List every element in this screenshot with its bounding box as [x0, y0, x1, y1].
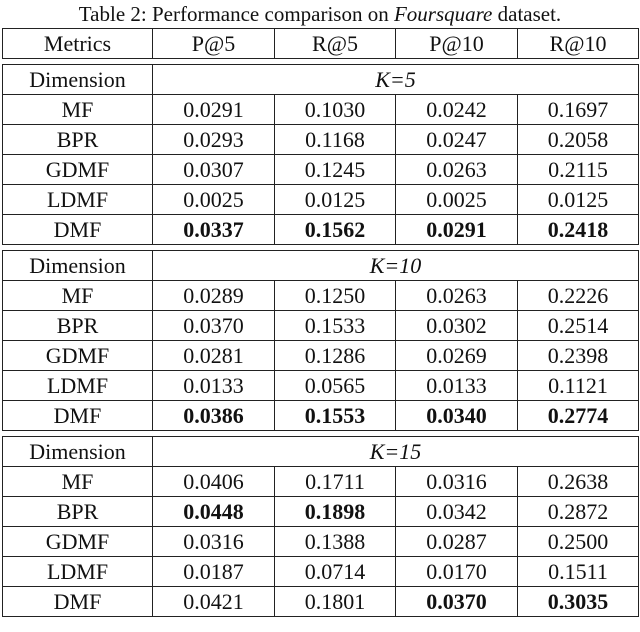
value-cell: 0.0269	[396, 341, 518, 371]
table-row	[3, 401, 639, 431]
group-header-row	[3, 65, 639, 95]
value-cell: 0.0406	[153, 467, 275, 497]
caption-prefix: Table 2: Performance comparison on	[78, 2, 394, 26]
value-cell: 0.0289	[153, 281, 275, 311]
method-cell: MF	[3, 467, 153, 497]
method-cell: LDMF	[3, 185, 153, 215]
value-cell: 0.0316	[396, 467, 518, 497]
method-cell: DMF	[3, 215, 153, 245]
header-cell-p5: P@5	[153, 29, 275, 59]
table-row	[3, 527, 639, 557]
value-cell: 0.2398	[518, 341, 639, 371]
value-cell: 0.1511	[518, 557, 639, 587]
value-cell: 0.0263	[396, 281, 518, 311]
caption-suffix: dataset.	[492, 2, 562, 26]
value-cell: 0.0293	[153, 125, 275, 155]
value-cell: 0.0448	[153, 497, 275, 527]
value-cell: 0.0170	[396, 557, 518, 587]
method-cell: GDMF	[3, 341, 153, 371]
value-cell: 0.0291	[396, 215, 518, 245]
value-cell: 0.0342	[396, 497, 518, 527]
value-cell: 0.0025	[153, 185, 275, 215]
table-row	[3, 185, 639, 215]
value-cell: 0.2872	[518, 497, 639, 527]
group-header-row	[3, 437, 639, 467]
value-cell: 0.0287	[396, 527, 518, 557]
k-label: K=10	[153, 251, 639, 281]
table-row	[3, 371, 639, 401]
header-row	[3, 29, 639, 59]
value-cell: 0.1286	[275, 341, 396, 371]
value-cell: 0.2115	[518, 155, 639, 185]
value-cell: 0.1898	[275, 497, 396, 527]
value-cell: 0.0242	[396, 95, 518, 125]
value-cell: 0.2774	[518, 401, 639, 431]
caption-dataset: Foursquare	[393, 2, 493, 26]
value-cell: 0.2500	[518, 527, 639, 557]
value-cell: 0.0337	[153, 215, 275, 245]
value-cell: 0.0316	[153, 527, 275, 557]
value-cell: 0.1121	[518, 371, 639, 401]
value-cell: 0.0133	[396, 371, 518, 401]
table-row	[3, 497, 639, 527]
value-cell: 0.0714	[275, 557, 396, 587]
value-cell: 0.2638	[518, 467, 639, 497]
header-cell-r5: R@5	[275, 29, 396, 59]
value-cell: 0.1697	[518, 95, 639, 125]
k-label: K=5	[153, 65, 639, 95]
value-cell: 0.1245	[275, 155, 396, 185]
value-cell: 0.0281	[153, 341, 275, 371]
value-cell: 0.2514	[518, 311, 639, 341]
value-cell: 0.0386	[153, 401, 275, 431]
k-label: K=15	[153, 437, 639, 467]
header-cell-metrics: Metrics	[3, 29, 153, 59]
table-row	[3, 215, 639, 245]
value-cell: 0.0307	[153, 155, 275, 185]
performance-table	[2, 28, 639, 617]
table-row	[3, 155, 639, 185]
table-row	[3, 341, 639, 371]
value-cell: 0.0125	[275, 185, 396, 215]
value-cell: 0.2058	[518, 125, 639, 155]
table-row	[3, 95, 639, 125]
value-cell: 0.1801	[275, 587, 396, 617]
value-cell: 0.0247	[396, 125, 518, 155]
value-cell: 0.0125	[518, 185, 639, 215]
value-cell: 0.0565	[275, 371, 396, 401]
value-cell: 0.3035	[518, 587, 639, 617]
table-row	[3, 557, 639, 587]
method-cell: BPR	[3, 125, 153, 155]
value-cell: 0.0263	[396, 155, 518, 185]
value-cell: 0.2226	[518, 281, 639, 311]
table-row	[3, 281, 639, 311]
value-cell: 0.0133	[153, 371, 275, 401]
method-cell: GDMF	[3, 527, 153, 557]
value-cell: 0.0187	[153, 557, 275, 587]
table-row	[3, 587, 639, 617]
method-cell: MF	[3, 281, 153, 311]
dimension-label: Dimension	[3, 65, 153, 95]
value-cell: 0.0340	[396, 401, 518, 431]
method-cell: BPR	[3, 311, 153, 341]
method-cell: LDMF	[3, 557, 153, 587]
dimension-label: Dimension	[3, 251, 153, 281]
method-cell: DMF	[3, 587, 153, 617]
value-cell: 0.1562	[275, 215, 396, 245]
value-cell: 0.0302	[396, 311, 518, 341]
value-cell: 0.0370	[396, 587, 518, 617]
method-cell: BPR	[3, 497, 153, 527]
value-cell: 0.0291	[153, 95, 275, 125]
value-cell: 0.0025	[396, 185, 518, 215]
table-row	[3, 467, 639, 497]
value-cell: 0.1553	[275, 401, 396, 431]
header-cell-p10: P@10	[396, 29, 518, 59]
method-cell: LDMF	[3, 371, 153, 401]
value-cell: 0.1250	[275, 281, 396, 311]
dimension-label: Dimension	[3, 437, 153, 467]
table-row	[3, 125, 639, 155]
value-cell: 0.1533	[275, 311, 396, 341]
value-cell: 0.1168	[275, 125, 396, 155]
table-row	[3, 311, 639, 341]
header-cell-r10: R@10	[518, 29, 639, 59]
value-cell: 0.0370	[153, 311, 275, 341]
method-cell: DMF	[3, 401, 153, 431]
value-cell: 0.1711	[275, 467, 396, 497]
value-cell: 0.1030	[275, 95, 396, 125]
value-cell: 0.0421	[153, 587, 275, 617]
value-cell: 0.2418	[518, 215, 639, 245]
method-cell: GDMF	[3, 155, 153, 185]
value-cell: 0.1388	[275, 527, 396, 557]
group-header-row	[3, 251, 639, 281]
method-cell: MF	[3, 95, 153, 125]
table-caption	[0, 0, 640, 28]
